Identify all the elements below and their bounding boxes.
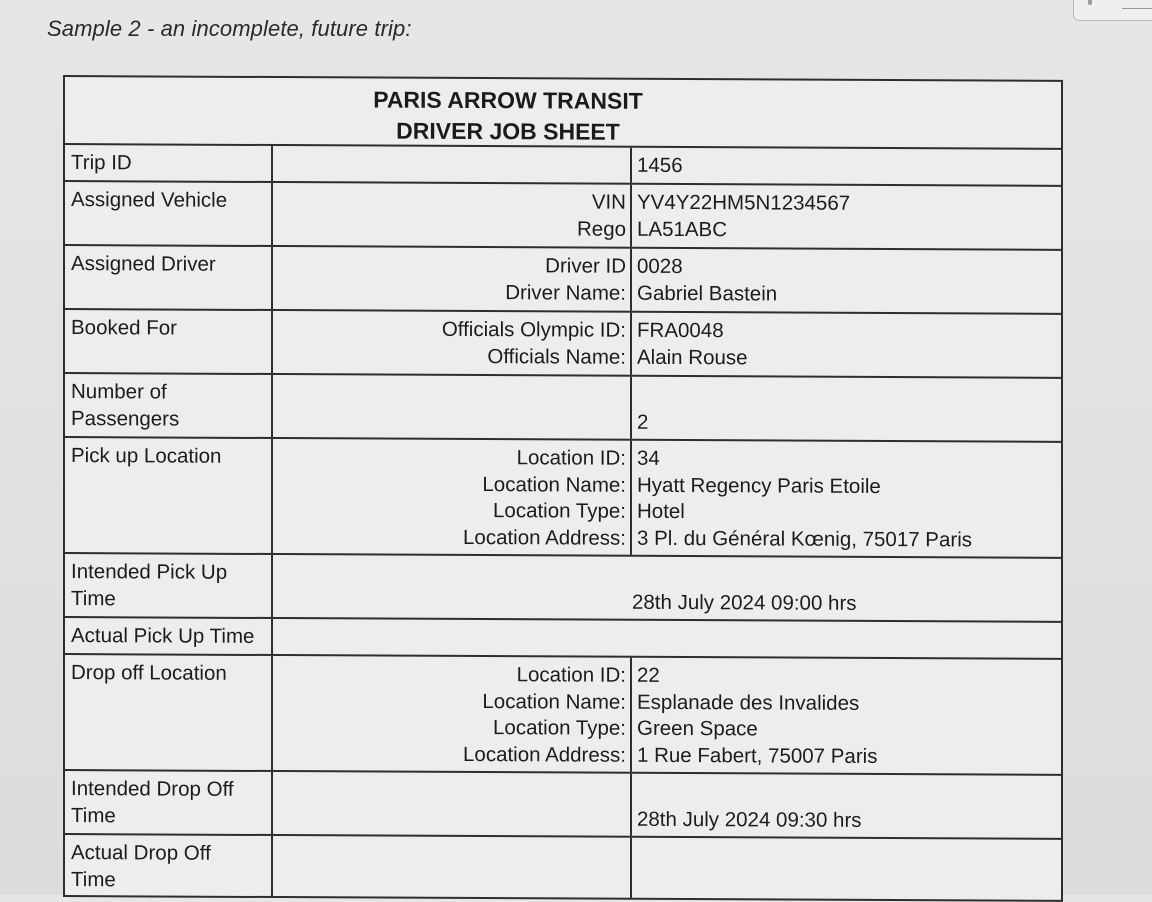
- booked-fields: [273, 311, 632, 375]
- sheet-title: [65, 77, 1061, 150]
- pickup-fields: [273, 439, 632, 555]
- dropoff-location-type-value: Green Space: [637, 716, 758, 741]
- vehicle-values: [632, 185, 1061, 249]
- assigned-driver-label: Assigned Driver: [65, 246, 273, 309]
- intended-pickup-label-line2: Time: [71, 586, 116, 610]
- row-actual-drop-off-time: [65, 835, 1061, 900]
- intended-pickup-value-cell: [273, 555, 1061, 621]
- official-id-value: FRA0048: [637, 318, 724, 343]
- intended-dropoff-value-cell: [632, 774, 1061, 838]
- dropoff-location-id-value: 22: [637, 663, 660, 687]
- driver-fields: [273, 247, 632, 311]
- passengers-value-cell: [632, 377, 1061, 441]
- dropoff-location-address-field-label: Location Address:: [463, 742, 626, 767]
- dropoff-location-name-field-label: Location Name:: [482, 689, 626, 714]
- pickup-location-type-field-label: Location Type:: [493, 499, 626, 523]
- booked-for-label: Booked For: [65, 310, 273, 373]
- row-pick-up-location: [65, 438, 1061, 559]
- official-id-field-label: Officials Olympic ID:: [441, 317, 626, 342]
- intended-dropoff-label: [65, 771, 273, 834]
- trip-id-label: Trip ID: [65, 145, 273, 181]
- intended-pickup-label: [65, 554, 273, 617]
- passengers-field: [273, 375, 632, 439]
- row-drop-off-location: [65, 655, 1061, 776]
- actual-pickup-label: Actual Pick Up Time: [65, 618, 273, 654]
- pick-up-location-label: Pick up Location: [65, 438, 273, 553]
- intended-dropoff-field: [273, 772, 632, 836]
- row-number-of-passengers: [65, 374, 1061, 443]
- driver-name-value: Gabriel Bastein: [637, 281, 778, 305]
- intended-dropoff-value: 28th July 2024 09:30 hrs: [637, 807, 862, 832]
- row-intended-drop-off-time: [65, 771, 1061, 840]
- vehicle-fields: [273, 183, 632, 247]
- booked-values: [632, 313, 1061, 377]
- intended-dropoff-label-line1: Intended Drop Off: [71, 777, 234, 801]
- pickup-location-name-field-label: Location Name:: [482, 472, 626, 497]
- dropoff-location-name-value: Esplanade des Invalides: [637, 690, 860, 715]
- grip-icon: [1088, 0, 1092, 5]
- row-intended-pick-up-time: [65, 554, 1061, 623]
- passengers-label-line2: Passengers: [71, 406, 180, 431]
- dropoff-location-id-field-label: Location ID:: [516, 663, 626, 687]
- divider: [1122, 8, 1152, 9]
- dropoff-location-address-value: 1 Rue Fabert, 75007 Paris: [637, 743, 878, 768]
- job-sheet-table: [63, 75, 1063, 902]
- actual-dropoff-label-line1: Actual Drop Off: [71, 841, 211, 865]
- trip-id-field: [273, 146, 632, 183]
- row-assigned-vehicle: [65, 182, 1061, 251]
- trip-id-value: 1456: [637, 153, 683, 178]
- pickup-location-type-value: Hotel: [637, 499, 685, 524]
- intended-dropoff-label-line2: Time: [71, 803, 116, 827]
- rego-field-label: Rego: [576, 217, 626, 241]
- driver-name-field-label: Driver Name:: [505, 280, 626, 305]
- dropoff-fields: [273, 656, 632, 772]
- dropoff-values: [632, 658, 1061, 774]
- page-heading: Sample 2 - an incomplete, future trip:: [47, 16, 412, 41]
- passengers-label-line1: Number of: [71, 380, 167, 404]
- rego-value: LA51ABC: [637, 217, 728, 241]
- pickup-location-name-value: Hyatt Regency Paris Etoile: [637, 473, 881, 498]
- dropoff-location-type-field-label: Location Type:: [493, 716, 626, 740]
- intended-pickup-value: 28th July 2024 09:00 hrs: [632, 590, 857, 615]
- row-assigned-driver: [65, 246, 1061, 315]
- official-name-value: Alain Rouse: [637, 345, 748, 369]
- row-actual-pick-up-time: [65, 618, 1061, 660]
- passengers-value: 2: [637, 410, 649, 434]
- actual-dropoff-value: [632, 838, 1061, 901]
- pickup-location-address-field-label: Location Address:: [463, 525, 626, 550]
- row-trip-id: [65, 145, 1061, 187]
- actual-dropoff-field: [273, 836, 632, 899]
- vin-field-label: VIN: [591, 190, 626, 214]
- vin-value: YV4Y22HM5N1234567: [637, 190, 851, 215]
- pickup-location-id-field-label: Location ID:: [516, 446, 626, 470]
- actual-dropoff-label: [65, 835, 273, 897]
- passengers-label: [65, 374, 273, 437]
- actual-pickup-value: [273, 619, 1061, 658]
- driver-values: [632, 249, 1061, 313]
- company-name: PARIS ARROW TRANSIT: [373, 86, 643, 114]
- driver-id-value: 0028: [637, 254, 683, 279]
- pickup-values: [632, 441, 1061, 557]
- driver-id-field-label: Driver ID: [545, 254, 626, 278]
- sheet-type: DRIVER JOB SHEET: [396, 117, 620, 145]
- pickup-location-id-value: 34: [637, 446, 660, 470]
- assigned-vehicle-label: Assigned Vehicle: [65, 182, 273, 245]
- actual-dropoff-label-line2: Time: [71, 867, 116, 891]
- drop-off-location-label: Drop off Location: [65, 655, 273, 770]
- window-corner-control[interactable]: [1073, 0, 1152, 21]
- pickup-location-address-value: 3 Pl. du Général Kœnig, 75017 Paris: [637, 526, 973, 551]
- row-booked-for: [65, 310, 1061, 379]
- intended-pickup-label-line1: Intended Pick Up: [71, 560, 228, 584]
- official-name-field-label: Officials Name:: [487, 344, 626, 369]
